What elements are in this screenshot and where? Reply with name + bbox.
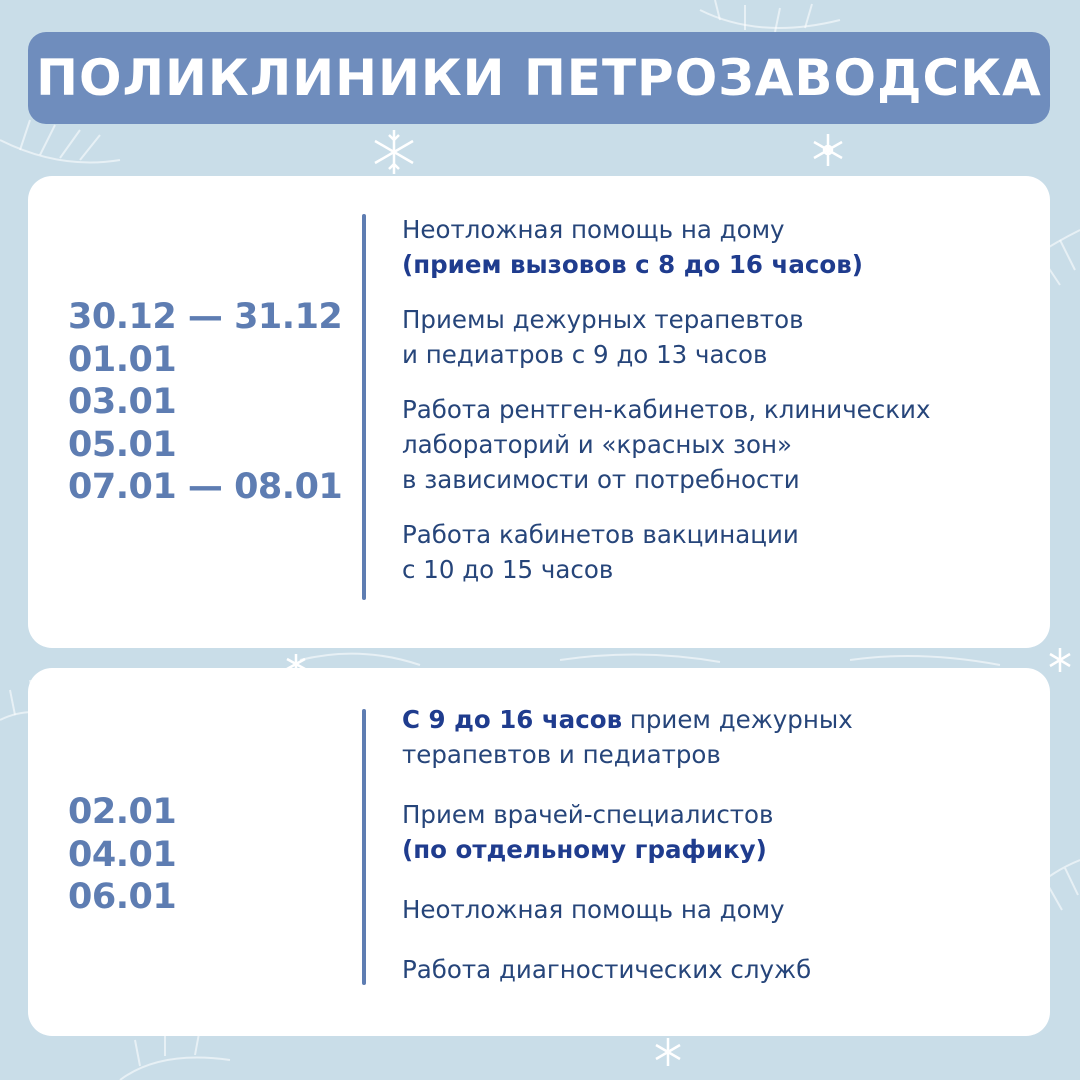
service-text: и педиатров с 9 до 13 часов [402, 340, 768, 369]
service-item [402, 392, 1030, 497]
service-item [402, 892, 1030, 927]
date-item: 02.01 [68, 792, 177, 832]
service-item [402, 797, 1030, 867]
service-item [402, 952, 1030, 987]
date-item: 01.01 [68, 339, 177, 380]
date-item: 03.01 [68, 382, 177, 422]
service-text: Неотложная помощь на дому [402, 895, 785, 924]
date-item: 06.01 [68, 877, 177, 917]
dates-list [68, 296, 342, 509]
date-item: 07.01 — 08.01 [68, 467, 343, 507]
service-text [402, 702, 1030, 737]
date-item: 30.12 — 31.12 [68, 297, 343, 337]
service-text: терапевтов и педиатров [402, 740, 721, 769]
page-title: ПОЛИКЛИНИКИ ПЕТРОЗАВОДСКА [36, 49, 1042, 107]
schedule-card-2 [28, 668, 1050, 1036]
vertical-divider [362, 709, 366, 985]
dates-list [68, 791, 176, 919]
service-item [402, 302, 1030, 372]
service-note: (по отдельному графику) [402, 835, 767, 864]
service-text-rest: прием дежурных [622, 705, 853, 734]
service-item [402, 517, 1030, 587]
service-text: Работа рентген-кабинетов, клинических [402, 395, 931, 424]
service-text: лабораторий и «красных зон» [402, 430, 792, 459]
service-text: Работа диагностических служб [402, 955, 812, 984]
service-text: в зависимости от потребности [402, 465, 800, 494]
vertical-divider [362, 214, 366, 600]
service-text: Прием врачей-специалистов [402, 800, 774, 829]
service-hours: С 9 до 16 часов [402, 705, 623, 734]
service-item [402, 212, 1030, 282]
schedule-card-1 [28, 176, 1050, 648]
title-banner [28, 32, 1050, 124]
service-text: Работа кабинетов вакцинации [402, 520, 799, 549]
service-item [402, 702, 1030, 772]
service-text: с 10 до 15 часов [402, 555, 614, 584]
services-list [402, 212, 1030, 607]
service-text: Неотложная помощь на дому [402, 215, 785, 244]
services-list [402, 702, 1030, 1012]
date-item: 04.01 [68, 834, 177, 875]
service-note: (прием вызовов с 8 до 16 часов) [402, 250, 863, 279]
date-item: 05.01 [68, 424, 177, 465]
service-text: Приемы дежурных терапевтов [402, 305, 804, 334]
